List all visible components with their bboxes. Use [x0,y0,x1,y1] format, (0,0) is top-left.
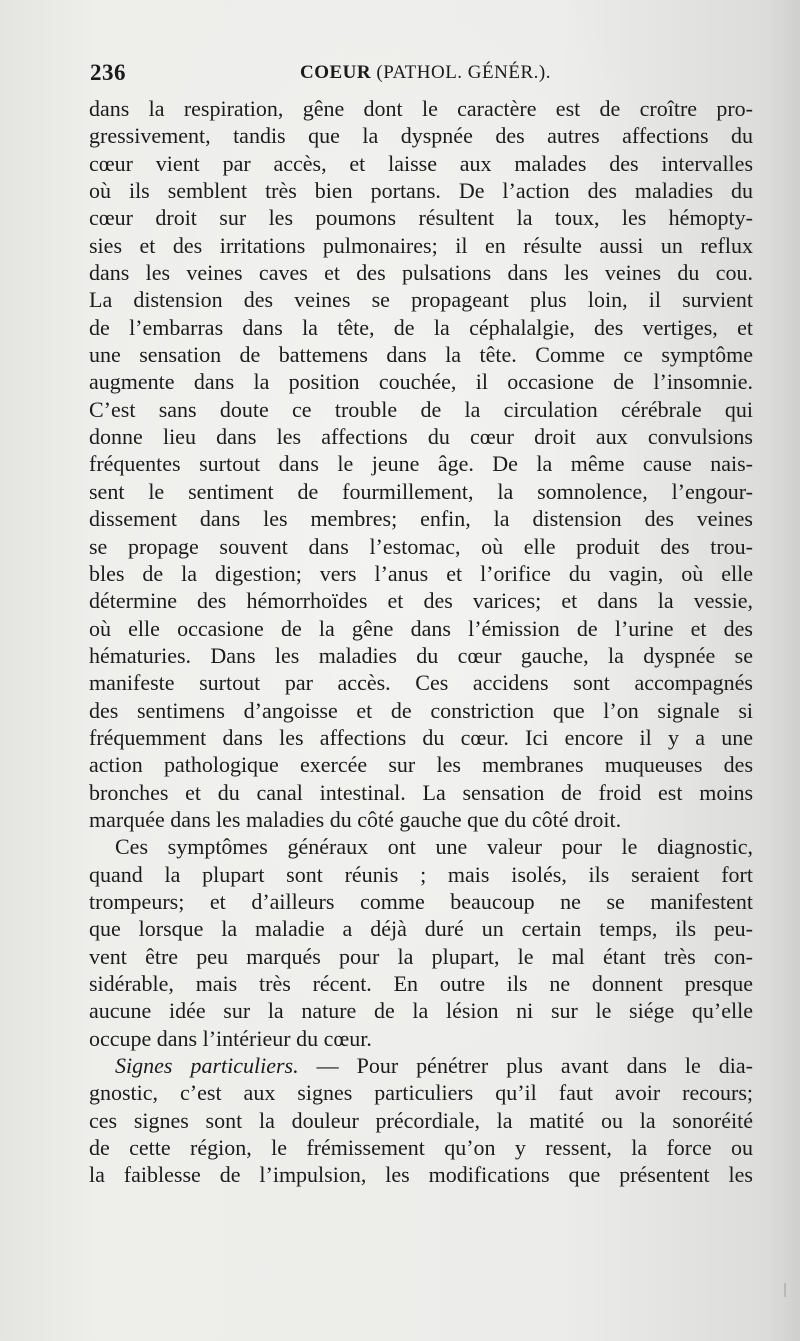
text-line: hématuries. Dans les maladies du cœur gauche, la dyspnée se [89,642,753,668]
text-line: action pathologique exercée sur les membranes muqueuses des [89,752,753,778]
paragraph-3 [89,1052,753,1189]
text-line: bles de la digestion; vers l’anus et l’orifice du vagin, où elle [89,560,753,586]
text-line [89,1052,753,1079]
text-line: gnostic, c’est aux signes particuliers qu’il faut avoir recours; [89,1080,753,1106]
text-line: de l’embarras dans la tête, de la céphalalgie, des vertiges, et [89,314,753,340]
text-line: La distension des veines se propageant plus loin, il survient [89,287,753,313]
text-line: fréquentes surtout dans le jeune âge. De la même cause nais- [89,451,753,477]
text-line: manifeste surtout par accès. Ces accidens sont accompagnés [89,670,753,696]
text-line: augmente dans la position couchée, il occasione de l’insomnie. [89,369,753,395]
body-text [89,95,753,1189]
text-line: détermine des hémorrhoïdes et des varices; et dans la vessie, [89,588,753,614]
text-line: des sentimens d’angoisse et de constriction que l’on signale si [89,697,753,723]
text-line: dissement dans les membres; enfin, la distension des veines [89,506,753,532]
text-line: quand la plupart sont réunis ; mais isolés, ils seraient fort [89,861,753,887]
text-line: cœur vient par accès, et laisse aux malades des intervalles [89,150,753,176]
text-line: que lorsque la maladie a déjà duré un certain temps, ils peu- [89,916,753,942]
text-line: dans la respiration, gêne dont le caractère est de croître pro- [89,96,753,121]
text-line: fréquemment dans les affections du cœur. Ici encore il y a une [89,724,753,750]
running-head [300,62,551,84]
text-line: vent être peu marqués pour la plupart, le mal étant très con- [89,943,753,969]
running-head-subtitle: (PATHOL. GÉNÉR.). [376,62,551,83]
text-line: occupe dans l’intérieur du cœur. [89,1025,372,1051]
text-line: de cette région, le frémissement qu’on y ressent, la force ou [89,1135,753,1161]
text-line: cœur droit sur les poumons résultent la toux, les hémopty- [89,205,753,231]
text-line: où ils semblent très bien portans. De l’action des maladies du [89,178,753,204]
text-line: se propage souvent dans l’estomac, où elle produit des trou- [89,533,753,559]
page-edge-mark [784,1283,786,1297]
page-number: 236 [90,60,126,85]
section-heading: Signes particuliers. [115,1053,299,1079]
text-line: donne lieu dans les affections du cœur droit aux convulsions [89,424,753,450]
text-line: sidérable, mais très récent. En outre ils ne donnent presque [89,971,753,996]
text-line: aucune idée sur la nature de la lésion ni sur le siége qu’elle [89,998,753,1024]
text-line: bronches et du canal intestinal. La sensation de froid est moins [89,779,753,805]
text-line: trompeurs; et d’ailleurs comme beaucoup ne se manifestent [89,888,753,914]
text-line: gressivement, tandis que la dyspnée des autres affections du [89,123,753,149]
running-head-title: COEUR [300,62,372,83]
text-line: sent le sentiment de fourmillement, la somnolence, l’engour- [89,478,753,504]
text-line: sies et des irritations pulmonaires; il en résulte aussi un reflux [89,232,753,258]
paragraph-1 [89,95,753,833]
text-line: dans les veines caves et des pulsations dans les veines du cou. [89,260,753,286]
text-line: une sensation de battemens dans la tête. Comme ce symptôme [89,342,753,368]
text-line-rest: — Pour pénétrer plus avant dans le dia- [298,1053,753,1079]
text-line: où elle occasione de la gêne dans l’émission de l’urine et des [89,615,753,641]
text-line: ces signes sont la douleur précordiale, la matité ou la sonoréité [89,1107,753,1133]
text-line: Ces symptômes généraux ont une valeur pour le diagnostic, [115,834,753,860]
text-line: C’est sans doute ce trouble de la circulation cérébrale qui [89,396,753,422]
page-header [88,60,752,92]
text-line: marquée dans les maladies du côté gauche que du côté droit. [89,806,622,832]
text-line: la faiblesse de l’impulsion, les modifications que présentent les [89,1162,753,1188]
paragraph-2 [89,833,753,1052]
